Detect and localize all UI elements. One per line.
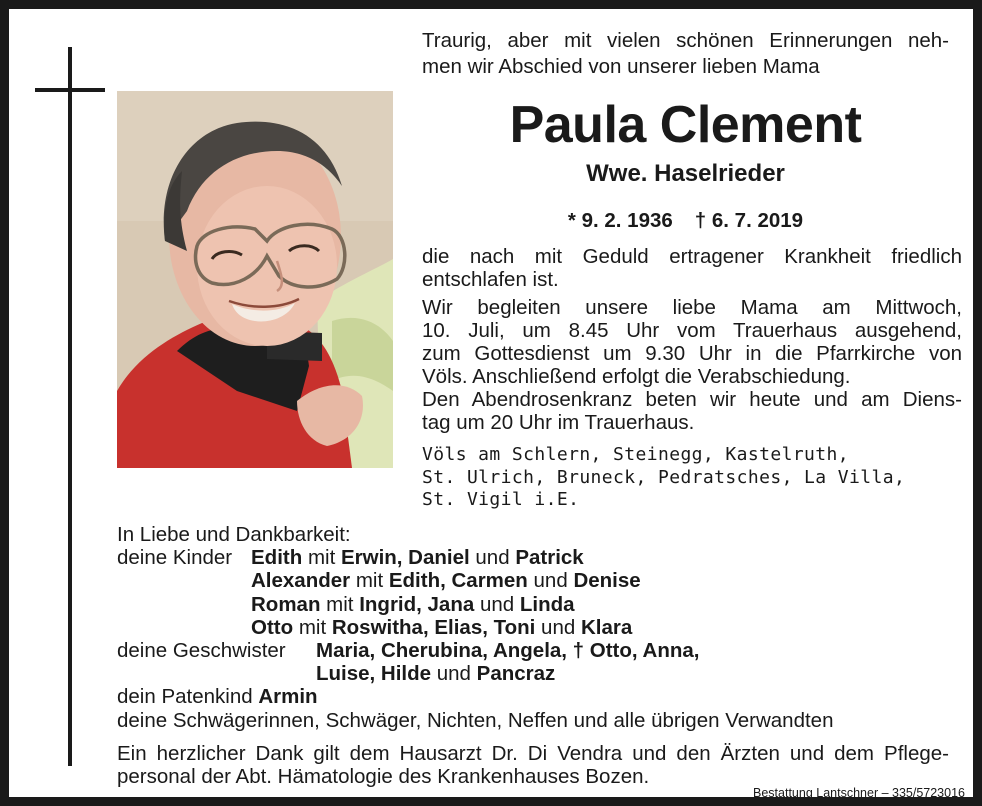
godchild-label: dein Patenkind xyxy=(117,685,253,709)
family-heading xyxy=(117,523,937,546)
funeral-line-4: Völs. Anschließend erfolgt die Verabschiedung. xyxy=(422,365,851,388)
children-row xyxy=(117,546,937,569)
portrait-photo xyxy=(117,91,393,468)
siblings-row xyxy=(117,639,937,662)
funeral-text xyxy=(422,296,962,388)
godchild-row xyxy=(117,685,937,708)
rosary-line-2: tag um 20 Uhr im Trauerhaus. xyxy=(422,411,695,434)
illness-line-1: die nach mit Geduld ertragener Krankheit friedlich xyxy=(422,245,962,268)
birth-date: * 9. 2. 1936 xyxy=(567,209,673,232)
illness-line-2: entschlafen ist. xyxy=(422,268,559,291)
cross-icon-horizontal-bar xyxy=(35,88,105,92)
child-entry: Alexander mit Edith, Carmen und Denise xyxy=(251,569,641,593)
child-entry: Otto mit Roswitha, Elias, Toni und Klara xyxy=(251,615,633,639)
places-list xyxy=(422,444,962,512)
siblings-label: deine Geschwister xyxy=(117,639,286,663)
godchild-name: Armin xyxy=(258,685,318,709)
family-list xyxy=(117,523,937,732)
thanks-line-1: Ein herzlicher Dank gilt dem Hausarzt Dr. Di Vendra und den Ärzten und dem Pflege- xyxy=(117,742,949,765)
thanks-line-2: personal der Abt. Hämatologie des Krankenhauses Bozen. xyxy=(117,765,650,788)
funeral-line-3: zum Gottesdienst um 9.30 Uhr in die Pfarrkirche von xyxy=(422,342,962,365)
children-row xyxy=(117,616,937,639)
places-line-3: St. Vigil i.E. xyxy=(422,489,580,510)
siblings-names-1: Maria, Cherubina, Angela, † Otto, Anna, xyxy=(316,639,700,663)
family-heading-text: In Liebe und Dankbarkeit: xyxy=(117,523,351,546)
places-line-2: St. Ulrich, Bruneck, Pedratsches, La Villa, xyxy=(422,466,906,488)
siblings-row xyxy=(117,662,937,685)
intro-line-2: men wir Abschied von unserer lieben Mama xyxy=(422,55,820,78)
cross-icon-vertical-bar xyxy=(68,47,72,766)
intro-line-1: Traurig, aber mit vielen schönen Erinnerungen neh- xyxy=(422,29,949,52)
child-entry: Roman mit Ingrid, Jana und Linda xyxy=(251,592,575,616)
rosary-line-1: Den Abendrosenkranz beten wir heute und am Diens- xyxy=(422,388,962,411)
undertaker-credit: Bestattung Lantschner – 335/5723016 xyxy=(753,786,965,800)
child-entry: Edith mit Erwin, Daniel und Patrick xyxy=(251,546,584,570)
deceased-name: Paula Clement xyxy=(509,96,862,154)
places-line-1: Völs am Schlern, Steinegg, Kastelruth, xyxy=(422,444,850,465)
funeral-line-2: 10. Juli, um 8.45 Uhr vom Trauerhaus ausgehend, xyxy=(422,319,962,342)
rosary-text xyxy=(422,388,962,434)
funeral-line-1: Wir begleiten unsere liebe Mama am Mittwoch, xyxy=(422,296,962,319)
children-label: deine Kinder xyxy=(117,546,233,570)
deceased-alias: Wwe. Haselrieder xyxy=(586,160,785,187)
thanks-text xyxy=(117,742,949,788)
illness-text xyxy=(422,245,962,291)
relatives-row xyxy=(117,709,937,732)
death-date: † 6. 7. 2019 xyxy=(694,209,804,232)
children-row xyxy=(117,569,937,592)
siblings-names-2: Luise, Hilde und Pancraz xyxy=(316,662,556,686)
life-dates xyxy=(422,207,949,235)
intro-text xyxy=(422,28,949,80)
relatives-text: deine Schwägerinnen, Schwäger, Nichten, Neffen und alle übrigen Verwandten xyxy=(117,708,834,732)
children-row xyxy=(117,593,937,616)
